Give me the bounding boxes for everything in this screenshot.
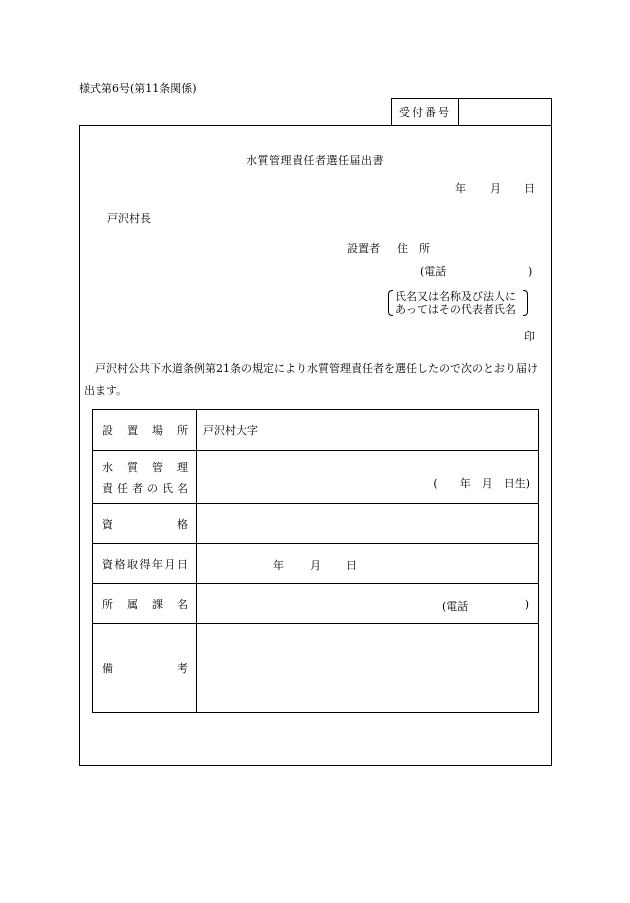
manager-name-field[interactable] [197,451,539,504]
remarks-field[interactable] [197,624,539,713]
date-year-label: 年 [455,182,466,195]
name-note-line1: 氏名又は名称及び法人に [395,290,516,303]
bracket-left [388,290,393,316]
label-department: 所 属 課 名 [93,584,197,624]
label-installation-location: 設 置 場 所 [93,410,197,451]
bracket-right [523,290,528,316]
label-qualification-date: 資 格 取 得 年 月 日 [93,544,197,584]
body-text: 戸沢村公共下水道条例第21条の規定により水質管理責任者を選任したので次のとおり届け出ます。 [84,362,538,397]
qualification-month-label: 月 [310,559,321,572]
department-telephone-label: (電話 [442,600,469,613]
table-row [93,504,539,544]
setter-label: 設置者 [347,242,380,255]
label-manager-name: 水 質 管 理 責 任 者 の 氏 名 [93,451,197,504]
date-day-label: 日 [524,182,535,195]
table-row [93,451,539,504]
qualification-year-label: 年 [273,559,284,572]
birth-date-note: ( 年 月 日生) [433,477,530,490]
form-reference: 様式第6号(第11条関係) [79,82,197,95]
seal-mark: 印 [524,330,535,343]
telephone-close-paren: ) [528,265,533,278]
department-telephone-close-paren: ) [524,598,529,611]
label-remarks: 備 考 [93,624,197,713]
qualification-field[interactable] [197,504,539,544]
qualification-date-field[interactable] [197,544,539,584]
date-month-label: 月 [490,182,501,195]
table-row [93,624,539,713]
installation-location-field[interactable] [197,410,539,451]
name-note-line2: あってはその代表者氏名 [395,303,516,316]
receipt-number-box [391,98,552,125]
department-field[interactable] [197,584,539,624]
label-qualification: 資 格 [93,504,197,544]
qualification-day-label: 日 [346,559,357,572]
addressee: 戸沢村長 [107,212,151,225]
installation-location-value: 戸沢村大字 [203,424,258,437]
table-row [93,410,539,451]
address-label: 住 所 [397,242,430,255]
table-row [93,584,539,624]
document-title: 水質管理責任者選任届出書 [246,154,384,167]
telephone-label: (電話 [420,265,447,278]
receipt-number-field[interactable] [459,99,551,125]
details-table [92,409,539,713]
receipt-number-label: 受付番号 [392,99,459,125]
table-row [93,544,539,584]
name-note [388,290,528,318]
